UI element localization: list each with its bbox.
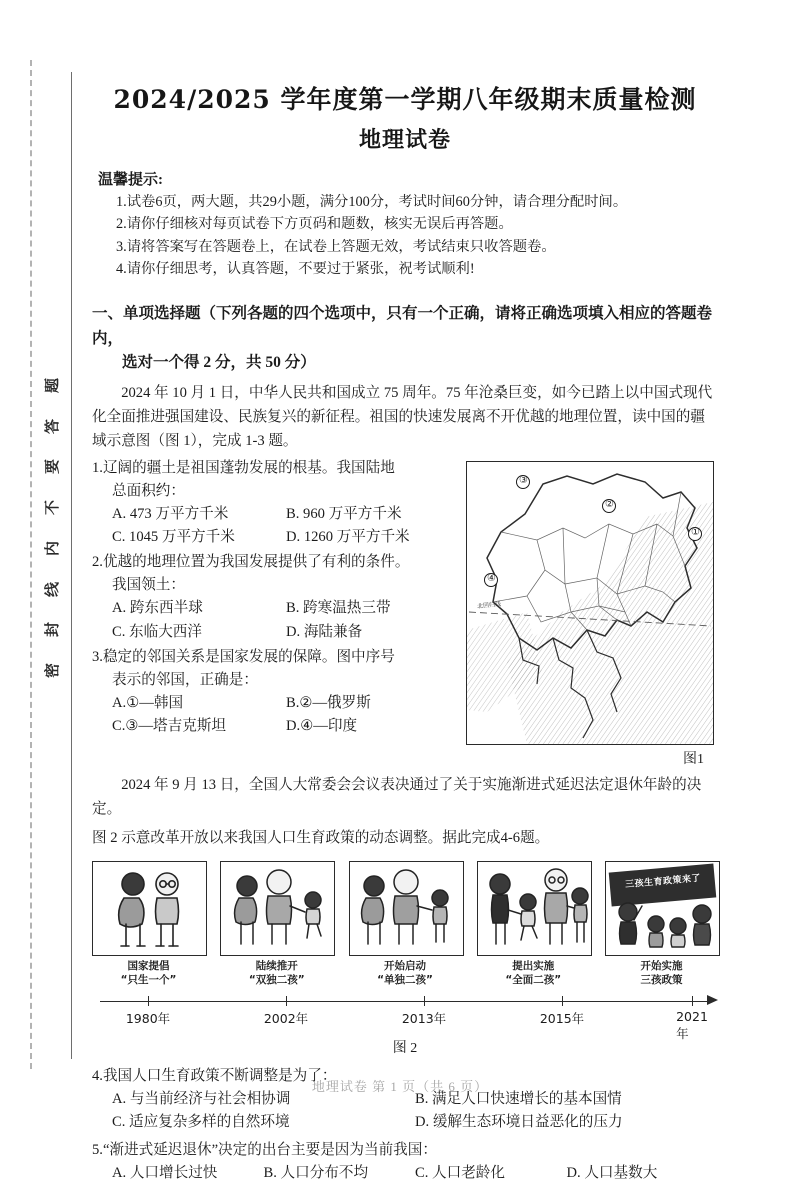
section-one-heading — [92, 302, 718, 376]
policy-panels — [92, 861, 718, 987]
policy-panel — [477, 861, 590, 987]
questions-and-map-row — [92, 455, 718, 768]
question-1-stem: 1.辽阔的疆土是祖国蓬勃发展的根基。我国陆地 — [92, 460, 395, 477]
seal-line-vertical-text — [40, 378, 66, 678]
policy-panel — [92, 861, 205, 987]
question-2-option-a[interactable]: A. 跨东西半球 — [112, 600, 203, 617]
timeline-year: 2021年 — [676, 1009, 708, 1042]
section-one-line1: 一、单项选择题（下列各题的四个选项中，只有一个正确，请将正确选项填入相应的答题卷内， — [92, 304, 713, 347]
seal-char-1: 答 — [43, 418, 62, 434]
policy-illustration-4 — [477, 861, 592, 956]
tips-section — [92, 168, 718, 280]
question-4-option-a[interactable]: A. 与当前经济与社会相协调 — [112, 1091, 291, 1108]
question-2 — [92, 551, 460, 643]
question-3-option-a[interactable]: A.①—韩国 — [112, 694, 184, 711]
timeline-tick — [424, 996, 425, 1006]
question-3-stem-cont: 表示的邻国，正确是： — [112, 671, 258, 688]
policy-panel — [220, 861, 333, 987]
policy-illustration-5 — [605, 861, 720, 956]
tropic-of-cancer-label: 北回归线 — [476, 600, 502, 611]
question-4-option-b[interactable]: B. 满足人口快速增长的基本国情 — [415, 1091, 622, 1108]
question-1-option-a[interactable]: A. 473 万平方千米 — [112, 506, 229, 523]
passage-two-line1: 2024 年 9 月 13 日，全国人大常委会会议表决通过了关于实施渐进式延迟法定退休年龄的决定。 — [92, 777, 702, 817]
seal-char-7: 密 — [43, 662, 62, 678]
family-two-child-icon — [221, 862, 334, 955]
policy-caption-line1: 陆续推开 — [255, 960, 298, 973]
question-5-stem: 5.“渐进式延迟退休”决定的出台主要是因为当前我国： — [92, 1141, 437, 1158]
question-3-option-b[interactable]: B.②—俄罗斯 — [286, 694, 371, 711]
question-2-option-d[interactable]: D. 海陆兼备 — [286, 623, 363, 640]
timeline-arrow-icon — [707, 995, 718, 1005]
policy-caption-line2: “双独二孩” — [248, 973, 305, 986]
policy-illustration-1 — [92, 861, 207, 956]
seal-rule-line — [71, 72, 72, 1059]
question-1-option-c[interactable]: C. 1045 万平方千米 — [112, 529, 235, 546]
seal-char-3: 不 — [43, 500, 62, 516]
policy-panel — [349, 861, 462, 987]
passage-one: 2024 年 10 月 1 日，中华人民共和国成立 75 周年。75 年沧桑巨变，如今已踏上以中国式现代化全面推进强国建设、民族复兴的新征程。祖国的快速发展离不开优越的地理位置，读中国的疆域示意图（图 1），完成 1-3 题。 — [92, 385, 713, 449]
timeline-year: 2015年 — [539, 1011, 585, 1027]
question-4-option-c[interactable]: C. 适应复杂多样的自然环境 — [112, 1114, 290, 1131]
question-2-option-b[interactable]: B. 跨寒温热三带 — [286, 600, 391, 617]
china-territory-map — [466, 461, 714, 745]
tip-item: 1.试卷6页，两大题，共29小题，满分100分，考试时间60分钟，请合理分配时间。 — [116, 194, 628, 211]
policy-caption-line1: 提出实施 — [512, 960, 555, 973]
policy-caption-line1: 国家提倡 — [127, 960, 170, 973]
policy-illustration-3 — [349, 861, 464, 956]
question-1-option-b[interactable]: B. 960 万平方千米 — [286, 506, 402, 523]
seal-char-4: 内 — [43, 540, 62, 556]
policy-caption — [220, 960, 333, 987]
question-4-stem: 4.我国人口生育政策不断调整是为了： — [92, 1068, 337, 1085]
map-marker-3: ③ — [519, 475, 528, 487]
policy-caption — [477, 960, 590, 987]
question-3-option-c[interactable]: C.③—塔吉克斯坦 — [112, 717, 227, 734]
policy-caption-line2: “单独二孩” — [377, 973, 433, 986]
tip-item: 3.请将答案写在答题卷上，在试卷上答题无效，考试结束只收答题卷。 — [116, 238, 556, 255]
question-4-option-d[interactable]: D. 缓解生态环境日益恶化的压力 — [415, 1114, 623, 1131]
exam-content — [92, 0, 718, 1185]
question-1-option-d[interactable]: D. 1260 万平方千米 — [286, 529, 410, 546]
policy-caption — [349, 960, 462, 987]
three-child-banner-text: 三孩生育政策来了 — [624, 873, 702, 891]
policy-caption — [92, 960, 205, 987]
question-5 — [92, 1139, 718, 1185]
passage-two-line2: 图 2 示意改革开放以来我国人口生育政策的动态调整。据此完成4-6题。 — [92, 830, 550, 847]
policy-caption — [605, 960, 718, 987]
question-3-option-d[interactable]: D.④—印度 — [286, 717, 358, 734]
seal-char-2: 要 — [43, 459, 62, 475]
section-one-line2: 选对一个得 2 分，共 50 分） — [122, 354, 316, 372]
figure-2-caption: 图 2 — [392, 1041, 418, 1057]
question-1 — [92, 457, 460, 549]
policy-caption-line1: 开始实施 — [640, 960, 683, 973]
seal-char-6: 封 — [43, 622, 62, 638]
figure-1-container — [460, 461, 718, 768]
timeline-tick — [286, 996, 287, 1006]
question-5-option-a[interactable]: A. 人口增长过快 — [112, 1164, 218, 1181]
question-3 — [92, 646, 460, 738]
policy-caption-line2: “全面二孩” — [505, 973, 562, 986]
page-title: 2024/2025 学年度第一学期八年级期末质量检测 — [113, 85, 697, 114]
timeline-line — [100, 1001, 710, 1002]
tip-item: 2.请你仔细核对每页试卷下方页码和题数，核实无误后再答题。 — [116, 216, 513, 233]
page-subtitle: 地理试卷 — [358, 127, 451, 154]
page-footer: 地理试卷 第 1 页（共 6 页） — [311, 1079, 489, 1094]
seal-char-0: 题 — [43, 377, 62, 394]
questions-1-3-column — [92, 455, 460, 738]
map-marker-1: ① — [691, 527, 700, 539]
celebrating-family-icon — [606, 862, 719, 955]
timeline-year: 2013年 — [401, 1011, 447, 1027]
policy-caption-line1: 开始启动 — [384, 960, 426, 973]
timeline-year: 2002年 — [263, 1011, 309, 1027]
question-5-option-b[interactable]: B. 人口分布不均 — [263, 1164, 369, 1181]
question-1-stem-cont: 总面积约： — [112, 483, 185, 500]
seal-char-5: 线 — [43, 581, 62, 597]
question-3-stem: 3.稳定的邻国关系是国家发展的保障。图中序号 — [92, 648, 395, 665]
timeline-year: 1980年 — [125, 1011, 171, 1027]
tips-heading: 温馨提示: — [98, 172, 163, 189]
policy-illustration-2 — [220, 861, 335, 956]
figure-2-container — [92, 861, 718, 1057]
question-2-stem: 2.优越的地理位置为我国发展提供了有利的条件。 — [92, 554, 410, 571]
policy-caption-line2: “只生一个” — [120, 973, 177, 986]
couple-pregnant-icon — [93, 862, 206, 955]
question-5-option-c[interactable]: C. 人口老龄化 — [415, 1164, 505, 1181]
family-universal-two-child-icon — [478, 862, 591, 955]
figure-1-caption: 图1 — [683, 752, 704, 768]
china-map-svg — [467, 462, 713, 744]
family-single-two-child-icon — [350, 862, 463, 955]
tip-item: 4.请你仔细思考，认真答题，不要过于紧张，祝考试顺利! — [116, 260, 475, 277]
question-5-option-d[interactable]: D. 人口基数大 — [566, 1164, 658, 1181]
map-marker-2: ② — [605, 499, 614, 511]
timeline-tick — [148, 996, 149, 1006]
question-2-stem-cont: 我国领土： — [112, 577, 185, 594]
timeline-tick — [562, 996, 563, 1006]
map-marker-4: ④ — [487, 573, 496, 585]
perforation-line — [30, 60, 32, 1069]
timeline-tick — [692, 996, 693, 1006]
question-2-option-c[interactable]: C. 东临大西洋 — [112, 623, 202, 640]
policy-panel — [605, 861, 718, 987]
policy-timeline-axis — [92, 995, 718, 1042]
policy-caption-line2: 三孩政策 — [640, 973, 683, 986]
